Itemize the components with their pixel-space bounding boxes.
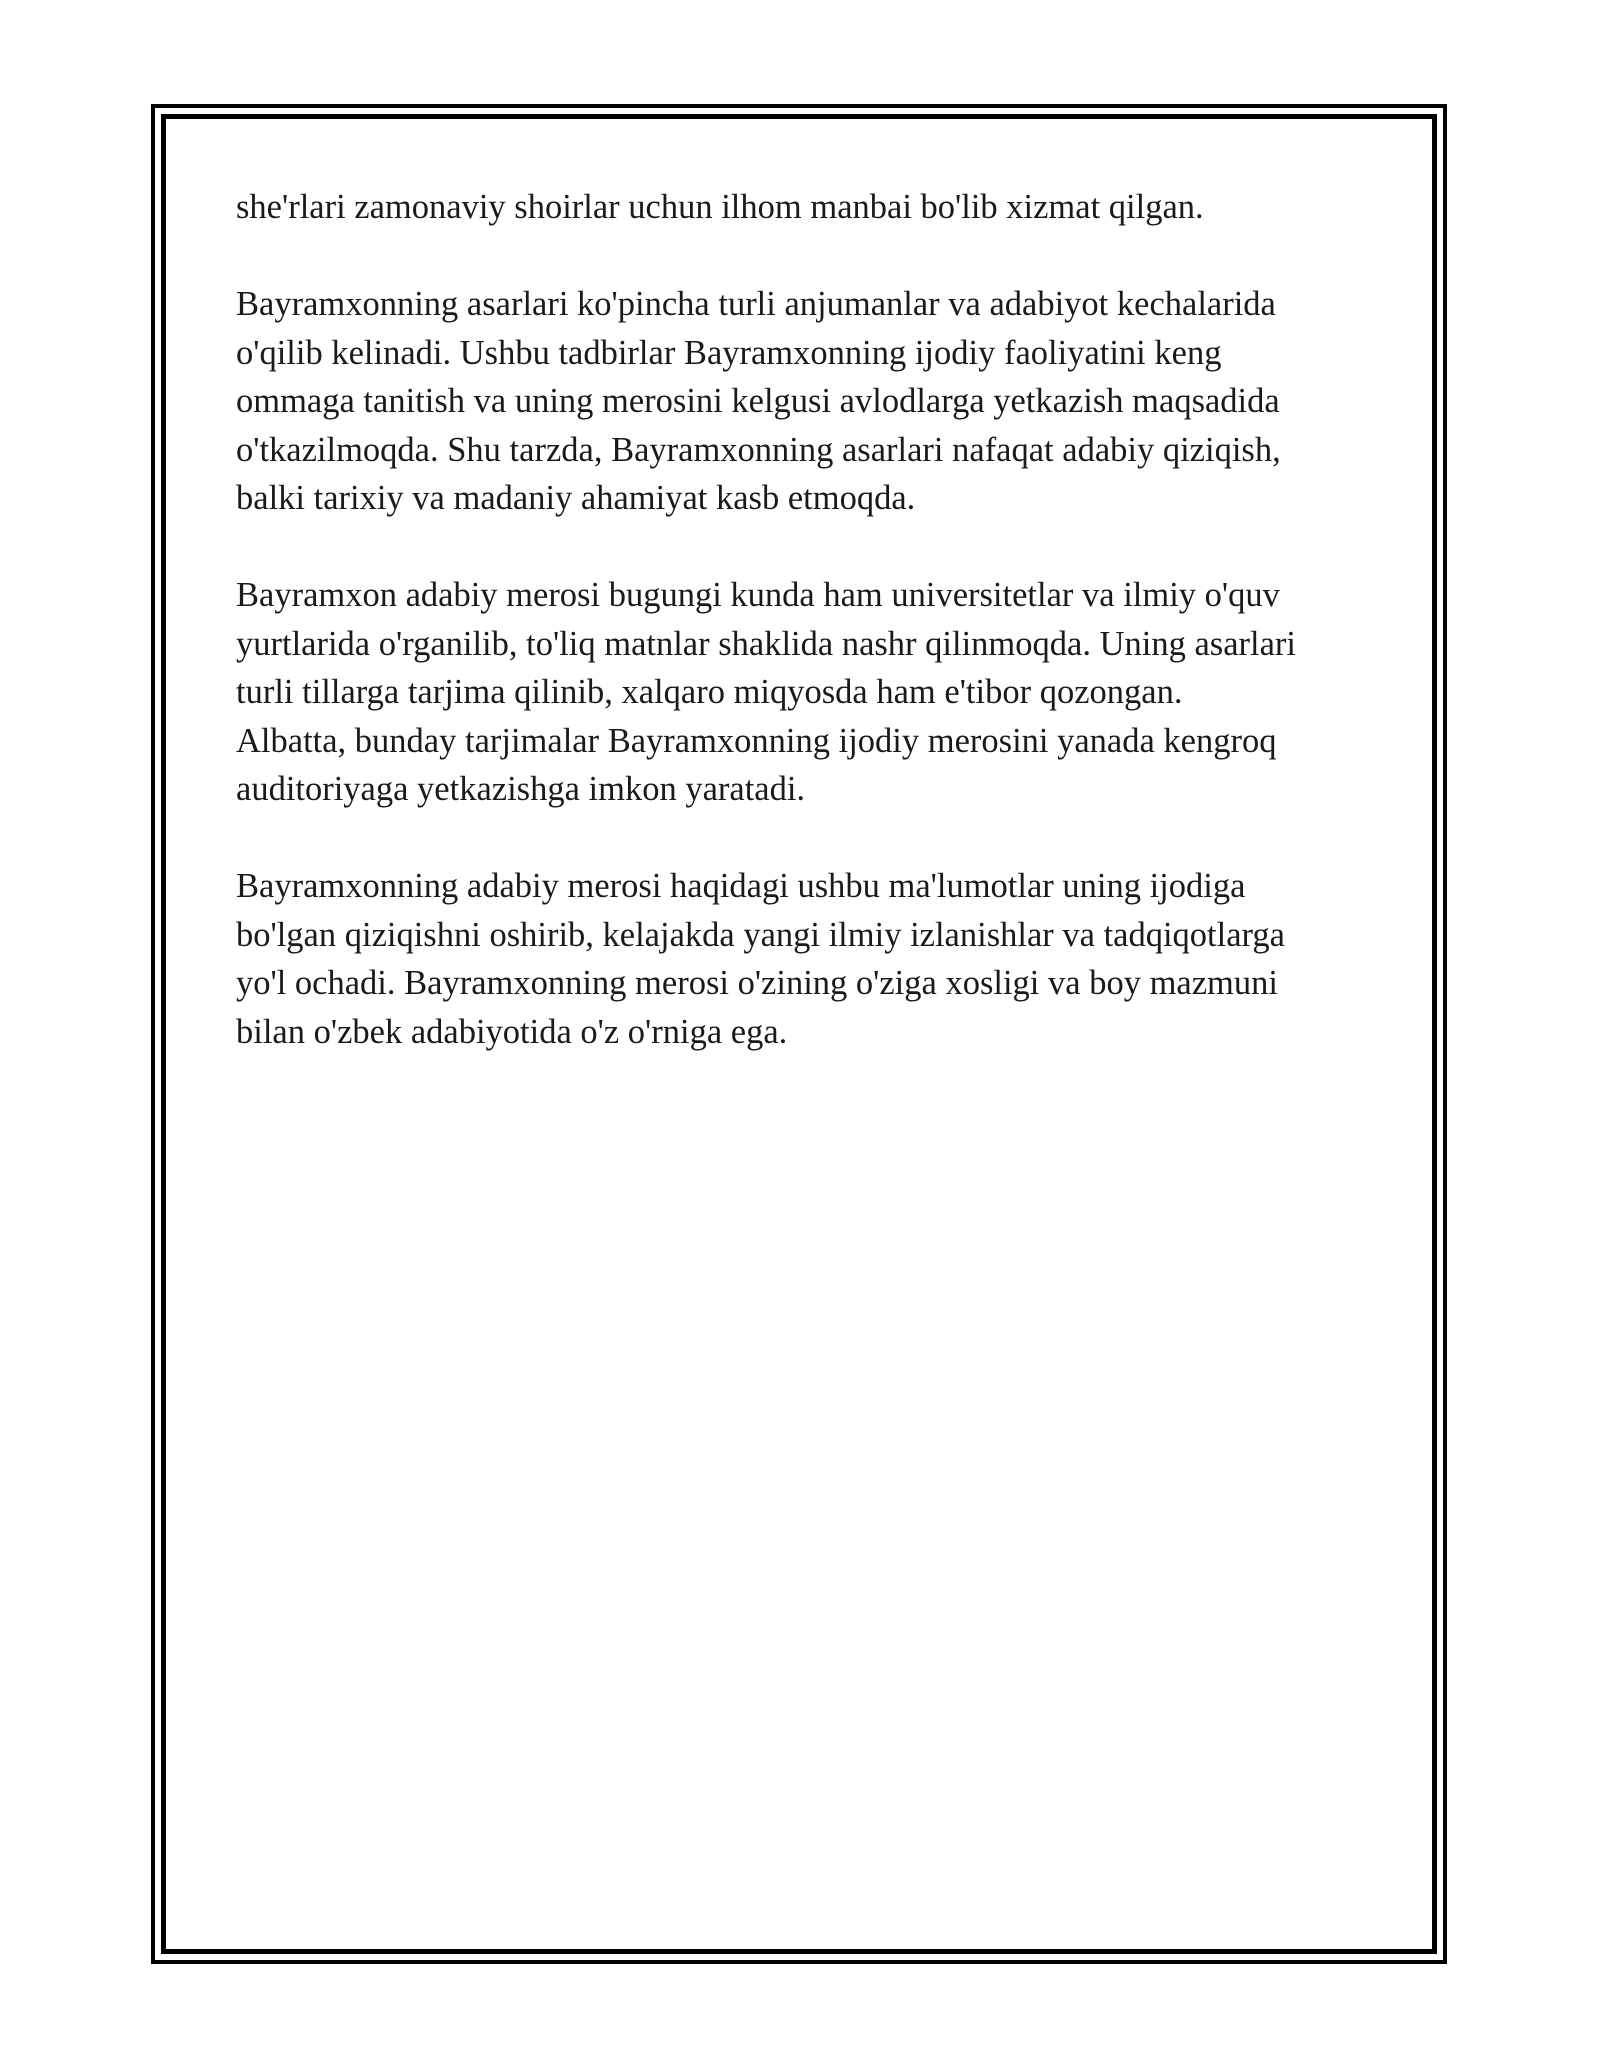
paragraph-3 — [236, 571, 1376, 814]
paragraph-2 — [236, 280, 1376, 523]
text-line: balki tarixiy va madaniy ahamiyat kasb etmoqda. — [236, 479, 916, 517]
text-line: yo'l ochadi. Bayramxonning merosi o'zining o'ziga xosligi va boy mazmuni — [236, 964, 1278, 1002]
text-line: Albatta, bunday tarjimalar Bayramxonning ijodiy merosini yanada kengroq — [236, 721, 1277, 760]
text-line: auditoriyaga yetkazishga imkon yaratadi. — [236, 770, 806, 808]
text-line: Bayramxonning adabiy merosi haqidagi ushbu ma'lumotlar uning ijodiga — [236, 867, 1246, 905]
text-line: ommaga tanitish va uning merosini kelgusi avlodlarga yetkazish maqsadida — [236, 382, 1280, 420]
paragraph-1 — [236, 183, 1376, 232]
text-line: she'rlari zamonaviy shoirlar uchun ilhom manbai bo'lib xizmat qilgan. — [236, 188, 1204, 226]
paragraph-4 — [236, 862, 1376, 1056]
text-line: bo'lgan qiziqishni oshirib, kelajakda yangi ilmiy izlanishlar va tadqiqotlarga — [236, 915, 1285, 954]
text-line: o'tkazilmoqda. Shu tarzda, Bayramxonning asarlari nafaqat adabiy qiziqish, — [236, 430, 1281, 469]
text-line: Bayramxon adabiy merosi bugungi kunda ham universitetlar va ilmiy o'quv — [236, 576, 1280, 614]
page-body — [236, 183, 1376, 1105]
text-line: yurtlarida o'rganilib, to'liq matnlar shaklida nashr qilinmoqda. Uning asarlari — [236, 624, 1296, 663]
text-line: o'qilib kelinadi. Ushbu tadbirlar Bayramxonning ijodiy faoliyatini keng — [236, 333, 1222, 372]
text-line: turli tillarga tarjima qilinib, xalqaro miqyosda ham e'tibor qozongan. — [236, 673, 1183, 711]
text-line: Bayramxonning asarlari ko'pincha turli anjumanlar va adabiyot kechalarida — [236, 285, 1276, 323]
text-line: bilan o'zbek adabiyotida o'z o'rniga ega. — [236, 1012, 788, 1051]
